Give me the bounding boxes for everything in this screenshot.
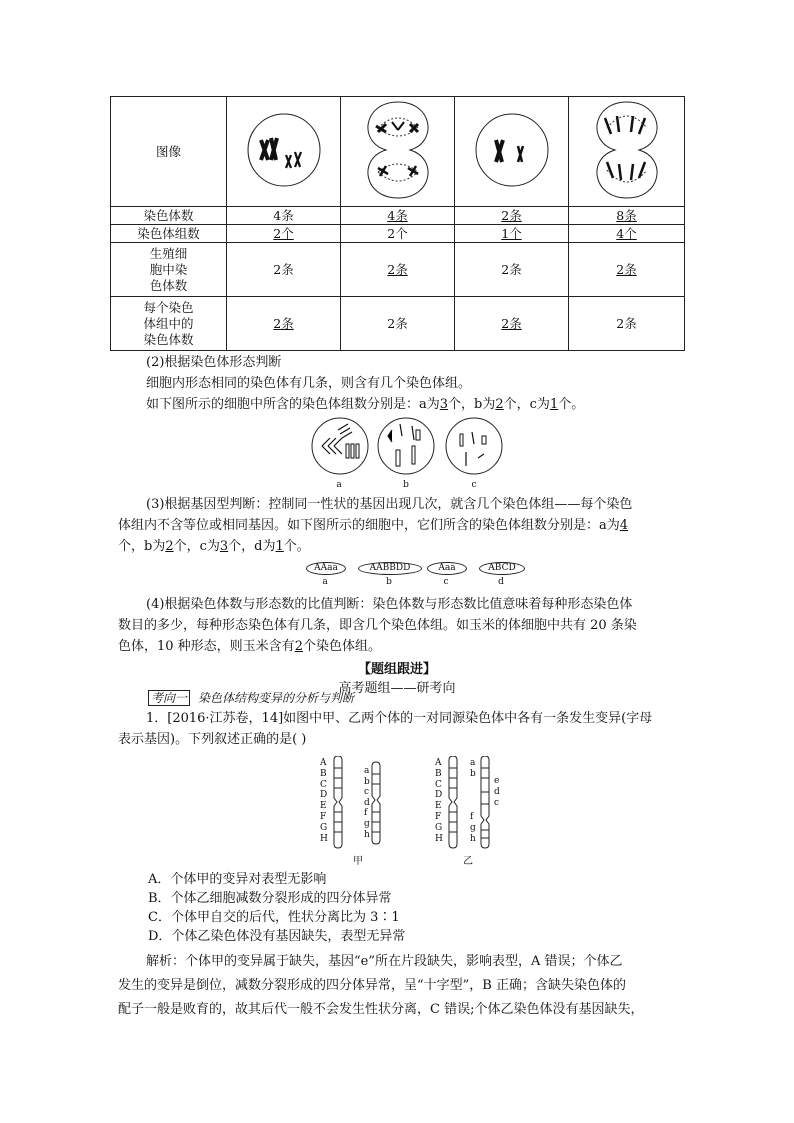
gamete-count-3: 2条 xyxy=(455,243,569,297)
yi-right-side-genes: e d c xyxy=(494,776,500,808)
jia-left-genes: A B C D E F G H xyxy=(320,758,328,844)
cell-diagram-4 xyxy=(587,98,667,202)
section-3 xyxy=(118,494,688,557)
genotype-d: ABCD xyxy=(479,562,525,575)
row-label-set-count: 染色体组数 xyxy=(111,225,227,243)
analysis xyxy=(118,950,688,1022)
gamete-count-1: 2条 xyxy=(227,243,341,297)
geno-label-c: c xyxy=(443,577,449,587)
geno-label-b: b xyxy=(386,577,392,587)
kaoxiang-title: 染色体结构变异的分析与判断 xyxy=(198,691,355,705)
option-c[interactable]: C．个体甲自交的后代，性状分离比为 3∶1 xyxy=(148,910,400,925)
per-set-count-3: 2条 xyxy=(455,297,569,351)
per-set-count-4: 2条 xyxy=(569,297,685,351)
section-3-line2: 体组内不含等位或相同基因。如下图所示的细胞中，它们所含的染色体组数分别是：a为4 xyxy=(118,518,629,533)
section-2-line1: 细胞内形态相同的染色体有几条，则含有几个染色体组。 xyxy=(146,376,472,391)
per-set-count-2: 2条 xyxy=(341,297,455,351)
section-4-line2: 数目的多少，每种形态染色体有几条，即含几个染色体组。如玉米的体细胞中共有 20 条染 xyxy=(118,618,637,633)
chromosome-count-1: 4条 xyxy=(227,207,341,225)
heading-follow-up: 【题组跟进】 xyxy=(357,662,436,677)
section-4-line1: (4)根据染色体数与形态数的比值判断：染色体数与形态数比值意味着每种形态染色体 xyxy=(146,597,633,612)
geno-label-a: a xyxy=(322,577,328,587)
kaoxiang-line xyxy=(148,689,354,706)
yi-right-bottom-genes: f g h xyxy=(470,812,476,844)
option-d[interactable]: D．个体乙染色体没有基因缺失，表型无异常 xyxy=(148,929,406,944)
question-1-line2: 表示基因)。下列叙述正确的是( ) xyxy=(118,732,307,747)
comparison-table xyxy=(110,96,685,351)
kaoxiang-tag: 考向一 xyxy=(148,690,190,706)
chromosome-count-4: 8条 xyxy=(569,207,685,225)
cell-diagram-3 xyxy=(472,110,552,190)
question-1-line1: 1．[2016·江苏卷，14]如图中甲、乙两个体的一对同源染色体中各有一条发生变异(字母 xyxy=(146,711,653,726)
cell-image-2 xyxy=(341,97,455,207)
genotype-a: AAaa xyxy=(306,562,346,575)
genotype-c: Aaa xyxy=(427,562,467,575)
section-3-line1: (3)根据基因型判断：控制同一性状的基因出现几次，就含几个染色体组——每个染色 xyxy=(146,497,633,512)
set-count-1: 2个 xyxy=(227,225,341,243)
heading-gaokao: 高考题组——研考向 xyxy=(338,681,456,696)
label-jia: 甲 xyxy=(353,856,363,867)
set-fig-label-c: c xyxy=(471,480,477,490)
cell-image-1 xyxy=(227,97,341,207)
geno-label-d: d xyxy=(498,577,504,587)
jia-chromosomes xyxy=(330,756,390,850)
option-b[interactable]: B．个体乙细胞减数分裂形成的四分体异常 xyxy=(148,891,392,906)
set-fig-label-a: a xyxy=(336,480,342,490)
analysis-line2: 发生的变异是倒位，减数分裂形成的四分体异常，呈“十字型”，B 正确；含缺失染色体的 xyxy=(118,978,626,993)
option-a[interactable]: A．个体甲的变异对表型无影响 xyxy=(148,872,327,887)
per-set-count-1: 2条 xyxy=(227,297,341,351)
section-2 xyxy=(118,352,688,415)
section-4 xyxy=(118,594,688,657)
row-label-chromosome-count: 染色体数 xyxy=(111,207,227,225)
jia-right-genes: a b c d f g h xyxy=(364,766,370,840)
analysis-line1: 解析：个体甲的变异属于缺失，基因“e”所在片段缺失，影响表型，A 错误；个体乙 xyxy=(146,954,623,969)
chromosome-count-2: 4条 xyxy=(341,207,455,225)
section-2-line2: 如下图所示的细胞中所含的染色体组数分别是：a为3个，b为2个，c为1个。 xyxy=(146,397,585,412)
cell-diagram-1 xyxy=(244,110,324,190)
section-4-line3: 色体，10 种形态，则玉米含有2个染色体组。 xyxy=(118,639,381,654)
yi-right-top-genes: a b xyxy=(470,758,476,779)
question-1 xyxy=(118,708,688,750)
analysis-line3: 配子一般是败育的，故其后代一般不会发生性状分离，C 错误;个体乙染色体没有基因缺失， xyxy=(118,1002,644,1017)
row-label-per-set-count: 每个染色 体组中的 染色体数 xyxy=(111,297,227,351)
chromosome-count-3: 2条 xyxy=(455,207,569,225)
section-2-heading: (2)根据染色体形态判断 xyxy=(146,355,282,370)
cell-image-4 xyxy=(569,97,685,207)
set-count-2: 2个 xyxy=(341,225,455,243)
label-yi: 乙 xyxy=(463,856,473,867)
set-count-4: 4个 xyxy=(569,225,685,243)
row-label-image: 图像 xyxy=(111,97,227,207)
yi-left-genes: A B C D E F G H xyxy=(435,758,443,844)
gamete-count-4: 2条 xyxy=(569,243,685,297)
set-fig-label-b: b xyxy=(403,480,409,490)
section-3-line3: 个，b为2个，c为3个，d为1个。 xyxy=(118,539,310,554)
cell-diagram-2 xyxy=(358,98,438,202)
row-label-gamete-count: 生殖细 胞中染 色体数 xyxy=(111,243,227,297)
genotype-b: AABBDD xyxy=(358,562,422,575)
set-count-3: 1个 xyxy=(455,225,569,243)
set-shape-figure xyxy=(308,416,504,478)
cell-image-3 xyxy=(455,97,569,207)
gamete-count-2: 2条 xyxy=(341,243,455,297)
